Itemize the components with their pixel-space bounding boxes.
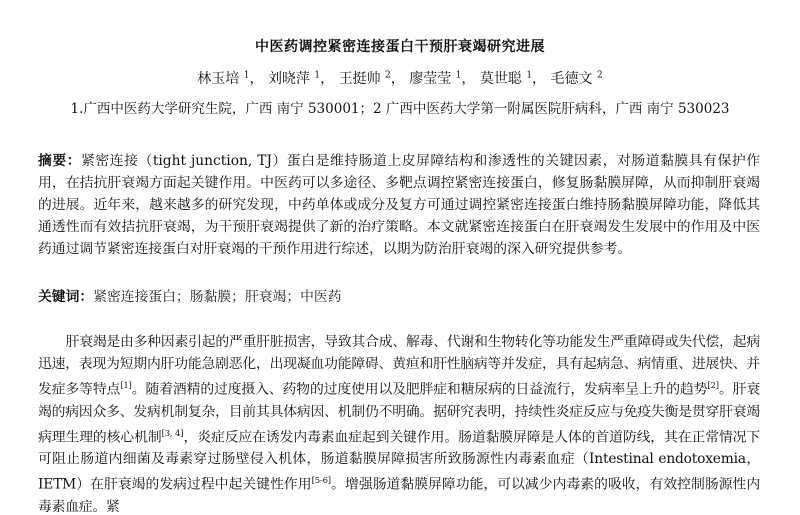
abstract-text: 紧密连接（tight junction, TJ）蛋白是维持肠道上皮屏障结构和渗透性的关键因素，对肠道黏膜具有保护作用，在拮抗肝衰竭方面起关键作用。中医药可以多途径、多靶点调控紧密连接蛋白，修复肠黏膜屏障，从而抑制肝衰竭的进展。近年来，越来越多的研究发现，中药单体或成分及复方可通过调控紧密连接蛋白维持肠黏膜屏障功能，降低其通透性而有效拮抗肝衰竭，为干预肝衰竭提供了新的治疗策略。本文就紧密连接蛋白在肝衰竭发生发展中的作用及中医药通过调节紧密连接蛋白对肝衰竭的干预作用进行综述，以期为防治肝衰竭的深入研究提供参考。 [38, 153, 760, 257]
abstract-label: 摘要： [38, 153, 82, 169]
keywords-label: 关键词： [38, 289, 94, 305]
keywords [38, 286, 760, 308]
author-list: 林玉培 $^1$， 刘晓萍 $^1$， 王挺帅 $^2$， 廖莹莹 $^1$， 莫世聪 $^1$， 毛德文 $^2$ [197, 70, 603, 87]
body-text: 。随着酒精的过度摄入、药物的过度使用以及肥胖症和糖尿病的日益流行，发病率呈上升的趋势 [131, 381, 708, 398]
affiliations: 1.广西中医药大学研究生院，广西 南宁 530001；2 广西中医药大学第一附属医院肝病科，广西 南宁 530023 [70, 101, 730, 117]
body-text: 肝衰竭是由多种因素引起的严重肝脏损害，导致其合成、解毒、代谢和生物转化等功能发生严重障碍或失代偿，起病迅速，表现为短期内肝功能急剧恶化，出现凝血功能障碍、黄疸和肝性脑病等并发症，具有起病急、病情重、进展快、并发症多等特点 [38, 334, 760, 398]
author: 毛德文 $^2$ [550, 70, 603, 87]
body-text: 。增强肠道黏膜屏障功能，可以减少内毒素的吸收，有效控制肠源性内毒素血症。紧 [38, 476, 760, 515]
author: 王挺帅 $^2$ [338, 70, 391, 87]
body-text: 。肝衰竭的病因众多、发病机制复杂，目前其具体病因、机制仍不明确。据研究表明，持续性炎症反应与免疫失衡是贯穿肝衰竭病理生理的核心机制 [38, 381, 760, 446]
author: 莫世聪 $^1$ [479, 70, 533, 87]
keywords-text: 紧密连接蛋白；肠黏膜；肝衰竭；中医药 [93, 289, 342, 305]
author: 刘晓萍 $^1$ [267, 70, 321, 87]
citation: [3, 4] [161, 428, 184, 439]
citation: [2] [707, 381, 719, 391]
citation: [1] [120, 381, 132, 391]
author: 廖莹莹 $^1$ [409, 70, 462, 87]
author: 林玉培 $^1$ [197, 70, 250, 87]
citation: [5-6] [311, 476, 331, 487]
body-paragraph [38, 331, 760, 515]
paper-title: 中医药调控紧密连接蛋白干预肝衰竭研究进展 [255, 39, 545, 55]
body-text: ，炎症反应在诱发内毒素血症起到关键作用。肠道黏膜屏障是人体的首道防线，其在正常情况下可阻止肠道内细菌及毒素穿过肠壁侵入机体，肠道黏膜屏障损害所致肠源性内毒素血症（Intestinal endotoxemia，IETM）在肝衰竭的发病过程中起关键性作用 [38, 429, 761, 493]
abstract [38, 150, 760, 260]
